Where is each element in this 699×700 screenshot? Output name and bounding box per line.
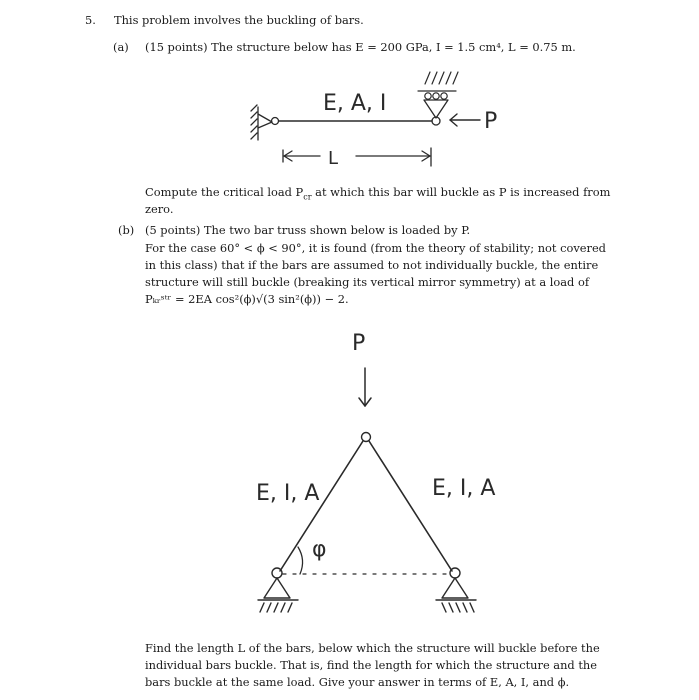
part-b-para-line1: For the case 60° < ϕ < 90°, it is found (from the theory of stability; not covered xyxy=(145,241,606,255)
part-a-question-line2: zero. xyxy=(145,202,174,216)
part-b-header: (5 points) The two bar truss shown below is loaded by P. xyxy=(145,223,471,237)
top-joint xyxy=(362,433,371,442)
cr-subscript: cr xyxy=(303,192,312,202)
bar-label: E, A, I xyxy=(323,91,387,116)
part-b-question-line3: bars buckle at the same load. Give your answer in terms of E, A, I, and ϕ. xyxy=(145,675,570,689)
part-b-para-line3: structure will still buckle (breaking its vertical mirror symmetry) at a load of xyxy=(145,275,590,289)
load-label: P xyxy=(484,109,498,134)
left-support-joint xyxy=(272,568,282,578)
question-text-tail: at which this bar will buckle as P is increased from xyxy=(311,185,611,199)
part-b-formula: Pₖᵣˢᵗʳ = 2EA cos²(ϕ)√(3 sin²(ϕ)) − 2. xyxy=(145,292,349,306)
problem-number: 5. xyxy=(85,13,96,27)
length-label: L xyxy=(328,148,339,169)
truss-load-arrow xyxy=(359,368,371,406)
part-a-header: (15 points) The structure below has E = 200 GPa, I = 1.5 cm⁴, L = 0.75 m. xyxy=(145,40,576,54)
right-support-joint xyxy=(450,568,460,578)
part-b-question-line1: Find the length L of the bars, below which the structure will buckle before the xyxy=(145,641,600,655)
problem-intro: This problem involves the buckling of bars. xyxy=(114,13,364,27)
part-b-label: (b) xyxy=(118,223,135,237)
part-b-question-line2: individual bars buckle. That is, find the length for which the structure and the xyxy=(145,658,597,672)
part-b-para-line2: in this class) that if the bars are assumed to not individually buckle, the entire xyxy=(145,258,599,272)
question-text-start: Compute the critical load P xyxy=(145,185,304,199)
part-a-label: (a) xyxy=(113,40,129,54)
right-pin-support xyxy=(436,578,476,612)
left-pin-support xyxy=(258,578,298,612)
left-bar-label: E, I, A xyxy=(256,481,320,506)
angle-arc xyxy=(298,547,303,574)
truss-load-label: P xyxy=(352,331,366,356)
right-bar xyxy=(369,441,452,571)
right-bar-label: E, I, A xyxy=(432,476,496,501)
angle-label: φ xyxy=(312,537,327,562)
